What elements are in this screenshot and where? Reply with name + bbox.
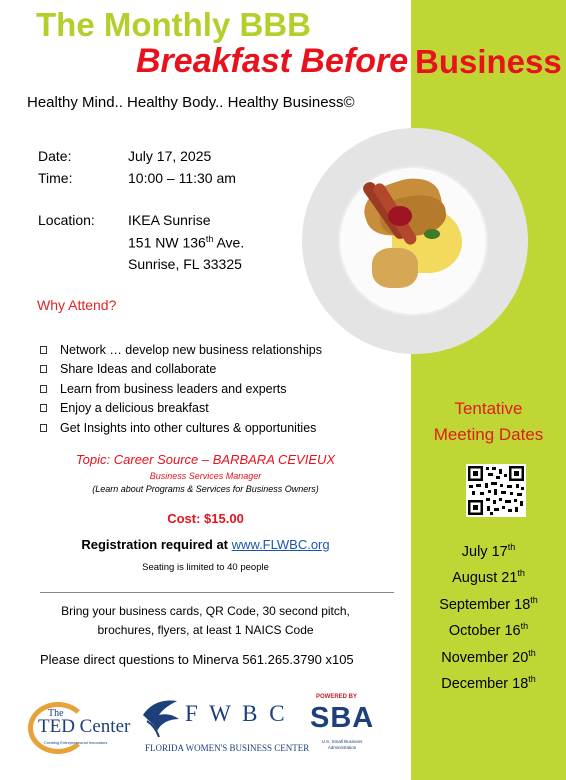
list-item <box>411 563 566 589</box>
bring-items <box>0 602 411 640</box>
list-item-text: Network … develop new business relationships <box>60 342 322 357</box>
date-value: July 17, 2025 <box>128 148 212 164</box>
location-address <box>128 234 244 251</box>
title-breakfast-before: Breakfast Before <box>136 42 409 80</box>
tentative-line-1: Tentative <box>454 399 523 418</box>
speaker-role: Business Services Manager <box>149 471 262 481</box>
sba-powered-by: POWERED BY <box>316 694 358 700</box>
meeting-dates-list <box>411 537 566 696</box>
topic-line: Topic: Career Source – BARBARA CEVIEUX <box>75 452 336 467</box>
list-item-text: Get Insights into other cultures & opportunities <box>60 420 317 435</box>
tagline: Healthy Mind.. Healthy Body.. Healthy Business© <box>27 94 355 111</box>
potatoes-image <box>372 248 418 288</box>
list-item <box>40 360 322 380</box>
fwbc-logo-name: FLORIDA WOMEN'S BUSINESS CENTER <box>145 743 310 753</box>
contact-line: Please direct questions to Minerva 561.265.3790 x105 <box>40 652 354 667</box>
bullet-box-icon <box>40 346 47 354</box>
bullet-box-icon <box>40 404 47 412</box>
list-item <box>411 537 566 563</box>
ted-logo-name: TED Center <box>38 716 131 737</box>
list-item <box>40 379 322 399</box>
bird-icon <box>141 695 181 739</box>
sba-logo <box>310 694 375 760</box>
ted-logo-the: The <box>48 708 64 719</box>
date-text: August 21 <box>452 570 518 587</box>
bullet-box-icon <box>40 385 47 393</box>
berry-compote-image <box>388 206 412 226</box>
time-label: Time: <box>38 170 73 186</box>
list-item <box>411 643 566 669</box>
date-text: September 18 <box>439 596 531 613</box>
list-item-text: Share Ideas and collaborate <box>60 362 217 377</box>
date-ordinal: th <box>528 674 536 685</box>
sba-logo-subtitle: U.S. Small Business Administration <box>321 739 363 750</box>
ted-logo-tagline: Creating Entrepreneurial Innovators <box>44 740 108 745</box>
list-item <box>40 418 322 438</box>
bring-line-2: brochures, flyers, at least 1 NAICS Code <box>97 623 314 637</box>
fwbc-logo <box>141 693 310 759</box>
list-item <box>40 340 322 360</box>
date-ordinal: th <box>520 621 529 632</box>
registration-text: Registration required at <box>81 537 232 552</box>
list-item <box>411 616 566 642</box>
date-label: Date: <box>38 148 72 164</box>
location-label: Location: <box>38 212 95 228</box>
date-ordinal: th <box>507 542 516 552</box>
tentative-line-2: Meeting Dates <box>433 425 544 444</box>
title-monthly-bbb: The Monthly BBB <box>36 6 311 43</box>
list-item-text: Learn from business leaders and experts <box>60 381 287 396</box>
date-text: November 20 <box>441 649 529 666</box>
date-ordinal: th <box>530 594 538 605</box>
address-number: 151 NW 136 <box>128 234 206 251</box>
list-item <box>411 590 566 616</box>
bullet-box-icon <box>40 424 47 432</box>
location-city: Sunrise, FL 33325 <box>128 256 242 272</box>
cost: Cost: $15.00 <box>167 511 244 526</box>
sba-logo-name: SBA <box>310 702 375 734</box>
date-text: December 18 <box>441 675 529 692</box>
ted-center-logo <box>28 700 131 758</box>
time-value: 10:00 – 11:30 am <box>128 170 236 186</box>
date-text: July 17 <box>461 543 508 560</box>
why-attend-list <box>40 340 322 438</box>
title-business: Business <box>415 43 562 80</box>
list-item <box>411 669 566 695</box>
bring-line-1: Bring your business cards, QR Code, 30 second pitch, <box>61 604 350 618</box>
why-attend-heading: Why Attend? <box>37 297 117 313</box>
registration-line <box>0 537 411 552</box>
qr-code-icon[interactable] <box>466 464 526 517</box>
address-ordinal: th <box>205 234 214 244</box>
topic-note: (Learn about Programs & Services for Business Owners) <box>92 484 319 494</box>
bullet-box-icon <box>40 365 47 373</box>
registration-link[interactable]: www.FLWBC.org <box>231 537 330 552</box>
fwbc-logo-letters: F W B C <box>185 701 288 726</box>
location-name: IKEA Sunrise <box>128 212 211 228</box>
tentative-dates-heading <box>411 396 566 448</box>
divider <box>40 592 394 593</box>
list-item <box>40 399 322 419</box>
date-text: October 16 <box>448 623 521 640</box>
date-ordinal: th <box>528 647 536 658</box>
address-street: Ave. <box>213 234 245 251</box>
seating-note: Seating is limited to 40 people <box>142 562 269 573</box>
herb-garnish-image <box>424 229 440 239</box>
date-ordinal: th <box>517 568 525 579</box>
list-item-text: Enjoy a delicious breakfast <box>60 401 209 416</box>
